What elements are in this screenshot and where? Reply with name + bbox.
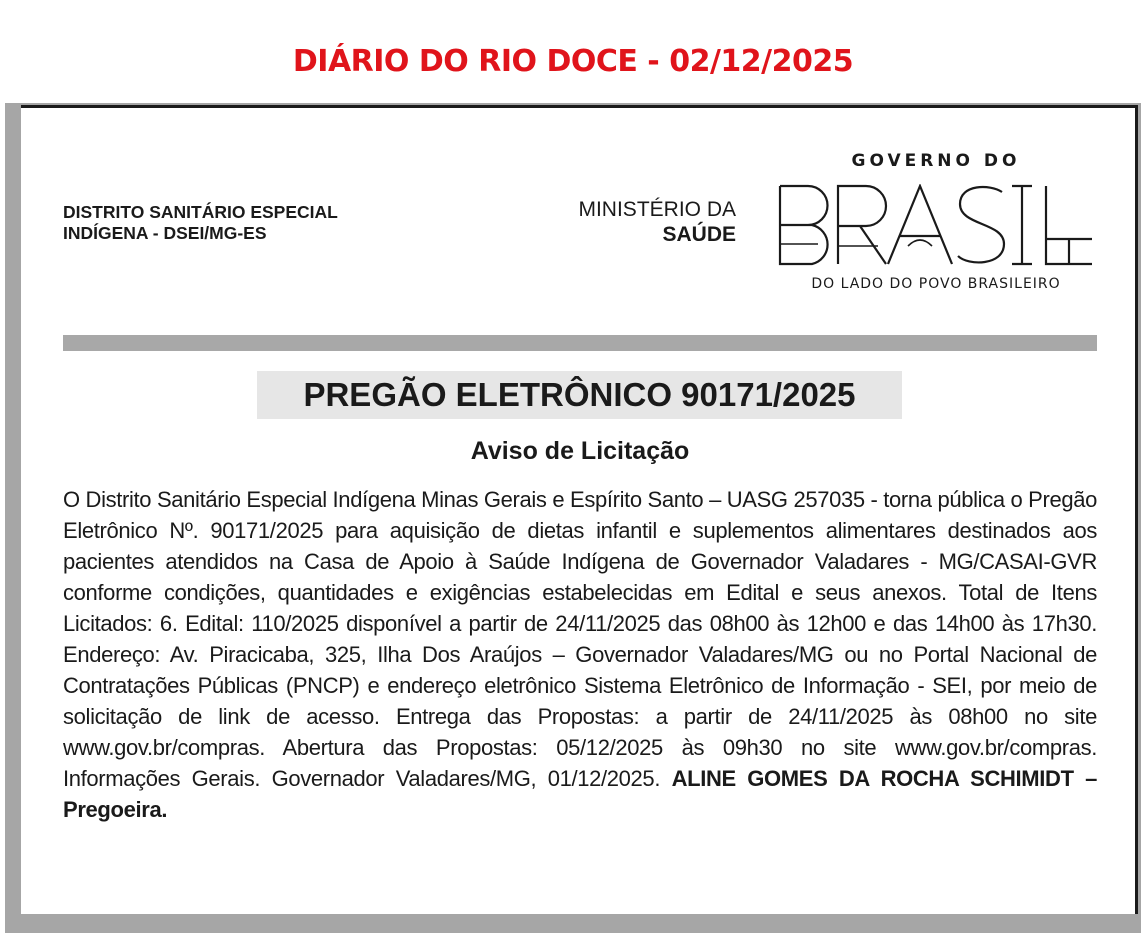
notice-signature: ALINE GOMES DA ROCHA SCHIMIDT – Pregoeira.: [63, 766, 1098, 822]
governo-do-label: GOVERNO DO: [851, 151, 1021, 171]
ministerio-line-2: SAÚDE: [662, 223, 736, 246]
ministerio-line-1: MINISTÉRIO DA: [578, 198, 736, 221]
section-divider: [63, 335, 1097, 351]
dsei-line-1: DISTRITO SANITÁRIO ESPECIAL: [63, 202, 338, 222]
notice-body-text: O Distrito Sanitário Especial Indígena Minas Gerais e Espírito Santo – UASG 257035 - torna pública o Pregão Eletrônico Nº. 90171/2025 para aquisição de dietas infantil e suplementos alimentares destinados aos pacientes atendidos na Casa de Apoio à Saúde Indígena de Governador Valadares - MG/CASAI-GVR conforme condições, quantidades e exigências estabelecidas em Edital e seus anexos. Total de Itens Licitados: 6. Edital: 110/2025 disponível a partir de 24/11/2025 das 08h00 às 12h00 e das 14h00 às 17h30. Endereço: Av. Piracicaba, 325, Ilha Dos Araújos – Governador Valadares/MG ou no Portal Nacional de Contratações Públicas (PNCP) e endereço eletrônico Sistema Eletrônico de Informação - SEI, por meio de solicitação de link de acesso. Entrega das Propostas: a partir de 24/11/2025 às 08h00 no site www.gov.br/compras. Abertura das Propostas: 05/12/2025 às 09h30 no site www.gov.br/compras. Informações Gerais. Governador Valadares/MG, 01/12/2025.: [63, 487, 1097, 791]
ministerio-saude-logo: [520, 197, 736, 247]
newspaper-masthead: DIÁRIO DO RIO DOCE - 02/12/2025: [292, 44, 854, 79]
brasil-logo-icon: [778, 184, 1094, 266]
notice-title: PREGÃO ELETRÔNICO 90171/2025: [303, 376, 856, 413]
notice-body: [63, 484, 1097, 825]
notice-subtitle: Aviso de Licitação: [470, 437, 690, 465]
dsei-line-2: INDÍGENA - DSEI/MG-ES: [63, 223, 267, 243]
dsei-heading: [63, 202, 338, 244]
governo-slogan: DO LADO DO POVO BRASILEIRO: [811, 276, 1061, 292]
